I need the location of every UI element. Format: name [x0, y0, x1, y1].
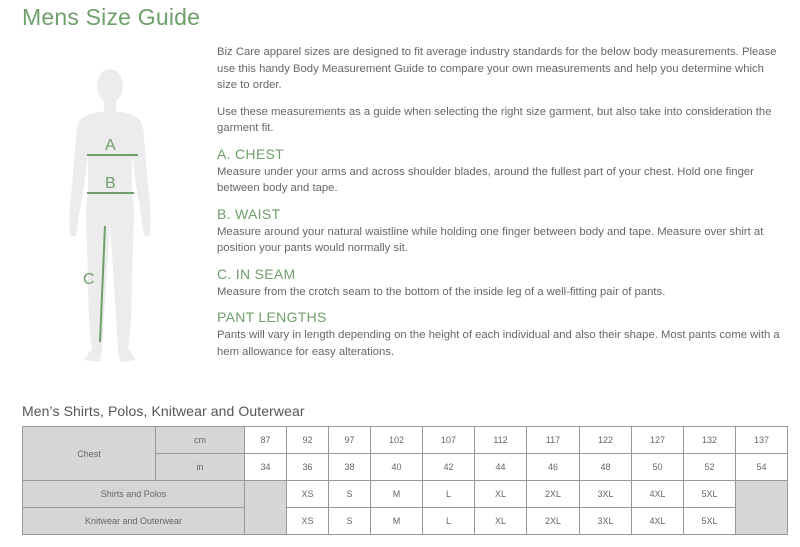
table-cell: 42 [423, 454, 475, 481]
in-unit-cell: in [156, 454, 245, 481]
table-cell: 4XL [632, 508, 684, 535]
table-cell: 112 [475, 427, 527, 454]
table-cell: 52 [684, 454, 736, 481]
table-cell: 127 [632, 427, 684, 454]
page-title: Mens Size Guide [22, 4, 201, 30]
table-cell: 2XL [527, 508, 580, 535]
table-cell: 107 [423, 427, 475, 454]
inseam-heading: C. IN SEAM [217, 265, 296, 282]
table-cell: S [329, 481, 371, 508]
empty-cell [736, 481, 788, 535]
cm-unit-cell: cm [156, 427, 245, 454]
body-measurement-figure [60, 66, 190, 366]
pant-lengths-heading: PANT LENGTHS [217, 309, 327, 325]
table-cell: 38 [329, 454, 371, 481]
table-cell: 122 [580, 427, 632, 454]
table-cell: 97 [329, 427, 371, 454]
table-cell: 117 [527, 427, 580, 454]
pant-lengths-text: Pants will vary in length depending on the height of each individual and also their shape. Most pants come with a hem allowance for easy alterations. [217, 329, 780, 358]
table-cell: XS [287, 481, 329, 508]
table-cell: XS [287, 508, 329, 535]
table-cell: 92 [287, 427, 329, 454]
table-cell: 3XL [580, 508, 632, 535]
table-cell: 36 [287, 454, 329, 481]
table-cell: 44 [475, 454, 527, 481]
chest-heading: A. CHEST [217, 145, 284, 162]
table-cell: 137 [736, 427, 788, 454]
table-row [23, 508, 788, 535]
label-a: A [105, 137, 116, 154]
inseam-text: Measure from the crotch seam to the bottom of the inside leg of a well-fitting pair of pants. [217, 285, 666, 298]
chest-label-cell: Chest [23, 427, 156, 481]
pant-lengths-section [217, 309, 787, 360]
table-cell: XL [475, 481, 527, 508]
empty-cell [245, 481, 287, 535]
table-row [23, 481, 788, 508]
measurement-guide-content [217, 44, 787, 369]
table-cell: 132 [684, 427, 736, 454]
waist-section [217, 206, 787, 257]
chest-section [217, 146, 787, 197]
waist-heading: B. WAIST [217, 205, 281, 222]
inseam-section [217, 266, 787, 301]
table-cell: 40 [371, 454, 423, 481]
table-cell: 2XL [527, 481, 580, 508]
table-cell: 3XL [580, 481, 632, 508]
table-cell: 87 [245, 427, 287, 454]
body-silhouette [69, 69, 150, 362]
table-cell: 46 [527, 454, 580, 481]
table-cell: XL [475, 508, 527, 535]
table-cell: 5XL [684, 508, 736, 535]
size-table [22, 426, 788, 535]
table-cell: M [371, 508, 423, 535]
intro-paragraph: Biz Care apparel sizes are designed to fit average industry standards for the below body measurements. Please use this handy Body Measurement Guide to compare your own measurements and help you determine which size to order. [217, 46, 777, 91]
waist-text: Measure around your natural waistline while holding one finger between body and tape. Measure over shirt at position your pants would normally sit. [217, 225, 764, 254]
table-row [23, 427, 788, 454]
table-cell: 54 [736, 454, 788, 481]
table-cell: 48 [580, 454, 632, 481]
intro-paragraph: Use these measurements as a guide when selecting the right size garment, but also take into consideration the garment fit. [217, 105, 772, 134]
table-cell: S [329, 508, 371, 535]
label-c: C [83, 271, 95, 288]
table-cell: L [423, 508, 475, 535]
table-cell: M [371, 481, 423, 508]
table-cell: 4XL [632, 481, 684, 508]
label-b: B [105, 175, 116, 192]
size-table-title: Men’s Shirts, Polos, Knitwear and Outerwear [22, 403, 305, 419]
row-label: Shirts and Polos [23, 481, 245, 508]
row-label: Knitwear and Outerwear [23, 508, 245, 535]
chest-text: Measure under your arms and across shoulder blades, around the fullest part of your chest. Hold one finger between body and tape. [217, 165, 754, 194]
table-cell: 50 [632, 454, 684, 481]
table-cell: 102 [371, 427, 423, 454]
table-cell: 5XL [684, 481, 736, 508]
table-cell: L [423, 481, 475, 508]
table-cell: 34 [245, 454, 287, 481]
